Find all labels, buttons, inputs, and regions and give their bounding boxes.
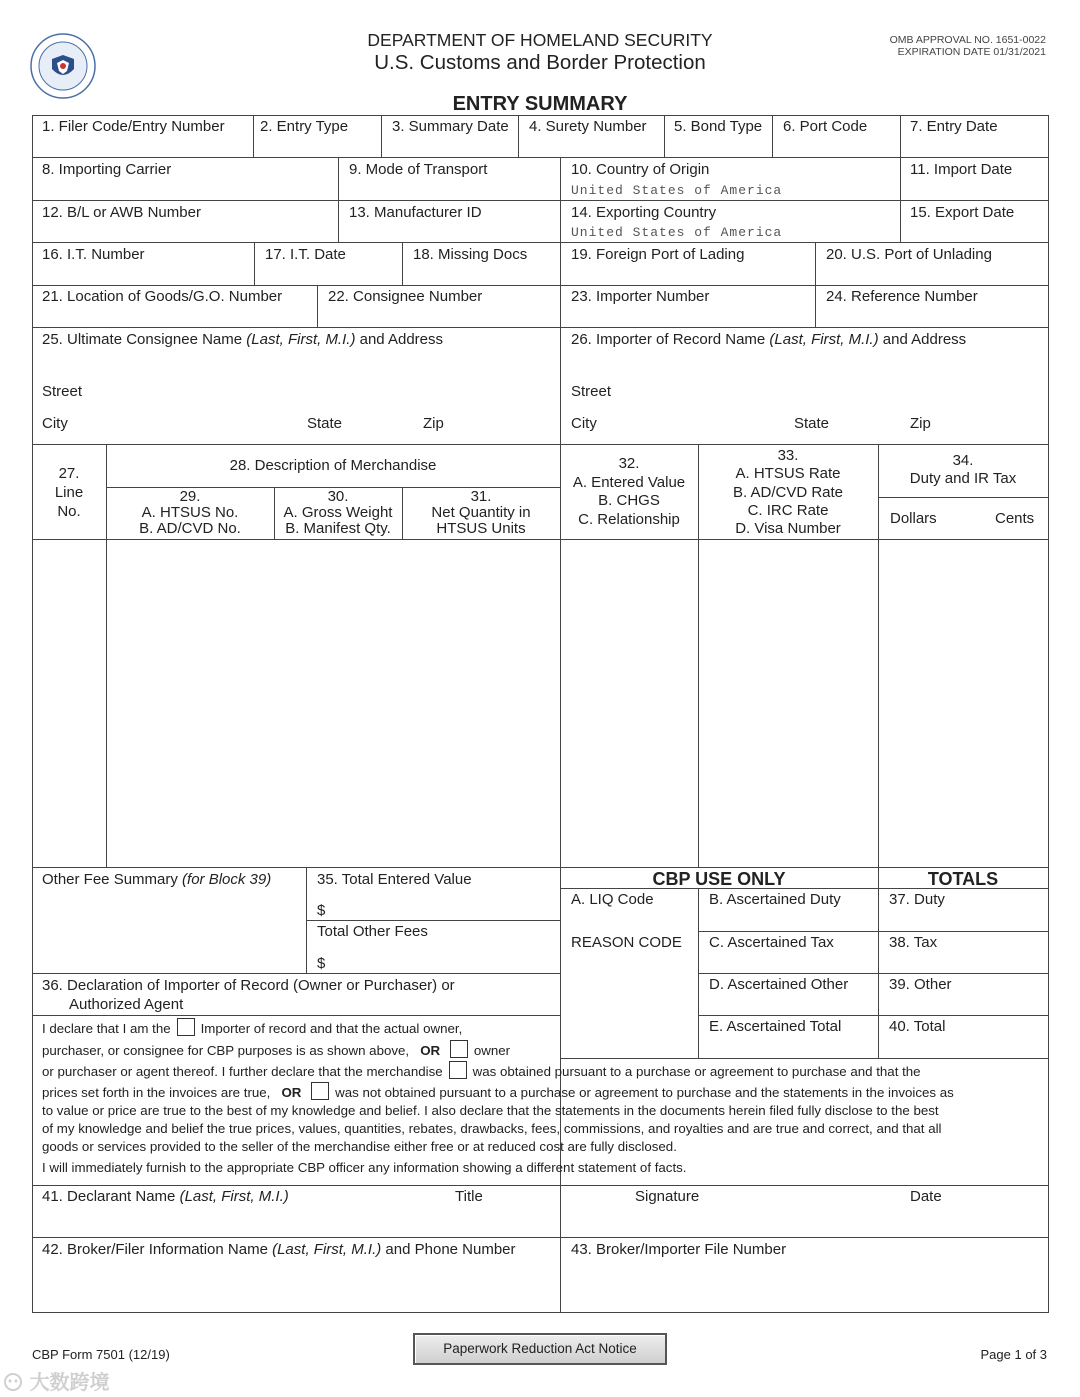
cbp-use-only-heading: CBP USE ONLY xyxy=(652,869,786,889)
field-entry-date[interactable]: 7. Entry Date xyxy=(910,118,998,135)
field-missing-docs[interactable]: 18. Missing Docs xyxy=(413,246,528,263)
dhs-seal-icon xyxy=(30,33,96,99)
declaration-line-8: I will immediately furnish to the appropriate CBP officer any information showing a different statement of facts. xyxy=(42,1160,687,1175)
field-country-of-origin-label: 10. Country of Origin xyxy=(571,161,710,178)
declaration-heading-line2: Authorized Agent xyxy=(69,996,184,1013)
paperwork-reduction-act-button[interactable]: Paperwork Reduction Act Notice xyxy=(413,1333,667,1365)
field-broker-file-number[interactable]: 43. Broker/Importer File Number xyxy=(571,1241,787,1258)
owner-checkbox[interactable] xyxy=(450,1040,468,1058)
other-fees-dollar: $ xyxy=(317,955,326,972)
importer-street-label: Street xyxy=(571,383,612,400)
col-entered-value: 32. A. Entered Value B. CHGS C. Relationship xyxy=(572,455,686,528)
field-consignee-number[interactable]: 22. Consignee Number xyxy=(328,288,483,305)
field-other-total[interactable]: 39. Other xyxy=(889,976,952,993)
field-tax-total[interactable]: 38. Tax xyxy=(889,934,938,951)
agency-name: U.S. Customs and Border Protection xyxy=(374,51,706,74)
omb-approval: OMB APPROVAL NO. 1651-0022 xyxy=(889,34,1046,46)
field-exporting-country-value[interactable]: United States of America xyxy=(571,225,783,240)
field-declarant-title[interactable]: Title xyxy=(455,1188,483,1205)
declaration-line-1: I declare that I am the Importer of record and that the actual owner, xyxy=(42,1018,462,1037)
other-fee-summary[interactable]: Other Fee Summary (for Block 39) xyxy=(42,871,272,888)
declaration-line-6: of my knowledge and belief the true prices, values, quantities, rebates, drawbacks, fees, commissions, and royalties and are true and correct, and that all xyxy=(42,1121,942,1136)
field-country-of-origin-value[interactable]: United States of America xyxy=(571,183,783,198)
cents-label: Cents xyxy=(995,510,1035,527)
field-bond-type[interactable]: 5. Bond Type xyxy=(674,118,763,135)
field-grand-total[interactable]: 40. Total xyxy=(889,1018,946,1035)
declaration-line-7: goods or services provided to the seller of the merchandise either free or at reduced cost are fully disclosed. xyxy=(42,1139,677,1154)
consignee-city-label: City xyxy=(42,415,68,432)
field-declarant-signature[interactable]: Signature xyxy=(635,1188,700,1205)
field-it-number[interactable]: 16. I.T. Number xyxy=(42,246,145,263)
watermark: 大数跨境 xyxy=(2,1366,110,1395)
field-broker-info[interactable]: 42. Broker/Filer Information Name (Last, First, M.I.) and Phone Number xyxy=(42,1241,516,1258)
totals-heading: TOTALS xyxy=(927,869,999,889)
field-manufacturer-id[interactable]: 13. Manufacturer ID xyxy=(349,204,482,221)
form-number: CBP Form 7501 (12/19) xyxy=(32,1347,170,1362)
field-import-date[interactable]: 11. Import Date xyxy=(910,161,1013,178)
field-surety-number[interactable]: 4. Surety Number xyxy=(529,118,647,135)
field-importer-number[interactable]: 23. Importer Number xyxy=(571,288,710,305)
field-filer-code[interactable]: 1. Filer Code/Entry Number xyxy=(42,118,225,135)
declaration-line-4: prices set forth in the invoices are true, OR was not obtained pursuant to a purchase or agreement to purchase and the statements in the invoices as xyxy=(42,1082,954,1101)
field-export-date[interactable]: 15. Export Date xyxy=(910,204,1015,221)
entered-value-dollar: $ xyxy=(317,902,326,919)
declaration-line-5: to value or price are true to the best of my knowledge and belief. I also declare that the statements in the documents herein filed fully disclose to the best xyxy=(42,1103,939,1118)
field-summary-date[interactable]: 3. Summary Date xyxy=(392,118,509,135)
field-importer-of-record[interactable]: 26. Importer of Record Name (Last, First, M.I.) and Address xyxy=(571,331,967,348)
field-exporting-country-label: 14. Exporting Country xyxy=(571,204,717,221)
page-indicator: Page 1 of 3 xyxy=(980,1347,1047,1362)
field-liq-code[interactable]: A. LIQ Code xyxy=(571,891,654,908)
importer-city-label: City xyxy=(571,415,597,432)
dollars-label: Dollars xyxy=(890,510,937,527)
expiration-date: EXPIRATION DATE 01/31/2021 xyxy=(897,46,1046,58)
merchandise-obtained-checkbox[interactable] xyxy=(449,1061,467,1079)
col-htsus-rate: 33. A. HTSUS Rate B. AD/CVD Rate C. IRC Rate D. Visa Number xyxy=(732,447,844,538)
field-ultimate-consignee[interactable]: 25. Ultimate Consignee Name (Last, First, M.I.) and Address xyxy=(42,331,443,348)
line-items-area[interactable] xyxy=(33,540,1048,867)
field-declarant-date[interactable]: Date xyxy=(910,1188,942,1205)
field-declarant-name[interactable]: 41. Declarant Name (Last, First, M.I.) xyxy=(42,1188,289,1205)
importer-zip-label: Zip xyxy=(910,415,931,432)
declaration-heading-line1: 36. Declaration of Importer of Record (Owner or Purchaser) or xyxy=(42,977,455,994)
col-htsus-no: 29. A. HTSUS No. B. AD/CVD No. xyxy=(139,488,241,537)
consignee-street-label: Street xyxy=(42,383,83,400)
field-duty-total[interactable]: 37. Duty xyxy=(889,891,945,908)
field-location-of-goods[interactable]: 21. Location of Goods/G.O. Number xyxy=(42,288,283,305)
consignee-zip-label: Zip xyxy=(423,415,444,432)
col-gross-weight: 30. A. Gross Weight B. Manifest Qty. xyxy=(283,488,393,537)
field-it-date[interactable]: 17. I.T. Date xyxy=(265,246,346,263)
col-net-quantity: 31. Net Quantity in HTSUS Units xyxy=(431,488,531,537)
declaration-line-3: or purchaser or agent thereof. I further declare that the merchandise was obtained pursuant to a purchase or agreement to purchase and that the xyxy=(42,1061,921,1080)
declaration-line-2: purchaser, or consignee for CBP purposes is as shown above, OR owner xyxy=(42,1040,510,1059)
field-ascertained-duty[interactable]: B. Ascertained Duty xyxy=(709,891,841,908)
form-title: ENTRY SUMMARY xyxy=(452,93,628,115)
field-total-entered-value[interactable]: 35. Total Entered Value xyxy=(317,871,472,888)
col-duty-ir-tax: 34. Duty and IR Tax xyxy=(909,452,1017,487)
field-foreign-port-of-lading[interactable]: 19. Foreign Port of Lading xyxy=(571,246,745,263)
field-us-port-of-unlading[interactable]: 20. U.S. Port of Unlading xyxy=(826,246,992,263)
field-total-other-fees[interactable]: Total Other Fees xyxy=(317,923,428,940)
merchandise-not-obtained-checkbox[interactable] xyxy=(311,1082,329,1100)
field-entry-type[interactable]: 2. Entry Type xyxy=(260,118,349,135)
field-importing-carrier[interactable]: 8. Importing Carrier xyxy=(42,161,172,178)
field-bl-awb-number[interactable]: 12. B/L or AWB Number xyxy=(42,204,201,221)
dhs-seal xyxy=(30,33,96,99)
col-line-no: 27. Line No. xyxy=(54,465,84,520)
department-name: DEPARTMENT OF HOMELAND SECURITY xyxy=(367,30,713,50)
importer-state-label: State xyxy=(794,415,830,432)
consignee-state-label: State xyxy=(307,415,343,432)
col-description: 28. Description of Merchandise xyxy=(229,457,437,474)
field-ascertained-total[interactable]: E. Ascertained Total xyxy=(709,1018,842,1035)
field-ascertained-other[interactable]: D. Ascertained Other xyxy=(709,976,849,993)
field-reference-number[interactable]: 24. Reference Number xyxy=(826,288,978,305)
field-port-code[interactable]: 6. Port Code xyxy=(783,118,868,135)
watermark-logo-icon xyxy=(2,1372,24,1392)
importer-of-record-checkbox[interactable] xyxy=(177,1018,195,1036)
field-reason-code[interactable]: REASON CODE xyxy=(571,934,682,951)
field-mode-of-transport[interactable]: 9. Mode of Transport xyxy=(349,161,488,178)
field-ascertained-tax[interactable]: C. Ascertained Tax xyxy=(709,934,834,951)
